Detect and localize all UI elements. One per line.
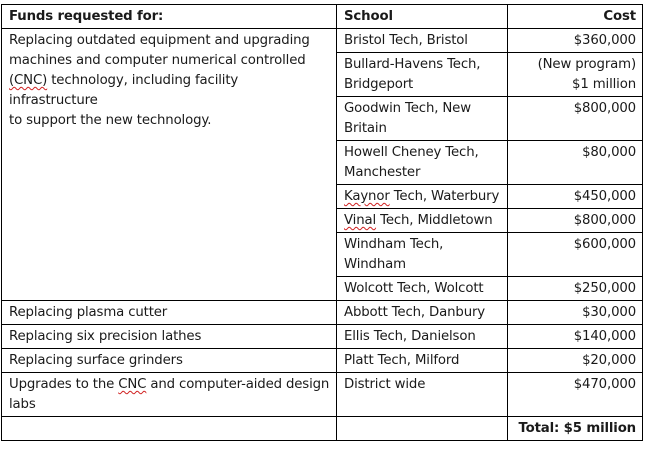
school-cell: Vinal Tech, Middletown bbox=[337, 209, 508, 233]
cost-cell: $20,000 bbox=[508, 349, 643, 373]
school-cell: Wolcott Tech, Wolcott bbox=[337, 277, 508, 301]
purpose-cell: Upgrades to the CNC and computer-aided design labs bbox=[2, 373, 337, 417]
purpose-cell: Replacing plasma cutter bbox=[2, 301, 337, 325]
school-cell: Abbott Tech, Danbury bbox=[337, 301, 508, 325]
header-school: School bbox=[337, 5, 508, 29]
spellcheck-marked-word: CNC bbox=[118, 377, 147, 392]
table-row bbox=[2, 325, 643, 349]
table-row bbox=[2, 349, 643, 373]
cost-cell: $800,000 bbox=[508, 97, 643, 141]
cost-cell: $450,000 bbox=[508, 185, 643, 209]
header-funds: Funds requested for: bbox=[2, 5, 337, 29]
spellcheck-marked-word: Vinal bbox=[344, 213, 377, 228]
school-cell: Platt Tech, Milford bbox=[337, 349, 508, 373]
cost-cell: $800,000 bbox=[508, 209, 643, 233]
table-row bbox=[2, 373, 643, 417]
cost-cell: (New program) $1 million bbox=[508, 53, 643, 97]
school-cell: Bullard-Havens Tech, Bridgeport bbox=[337, 53, 508, 97]
header-row bbox=[2, 5, 643, 29]
cost-cell: $140,000 bbox=[508, 325, 643, 349]
cost-cell: $80,000 bbox=[508, 141, 643, 185]
table-row bbox=[2, 29, 643, 53]
spellcheck-marked-word: (CNC) bbox=[9, 73, 48, 88]
empty-cell bbox=[337, 417, 508, 441]
cost-cell: $30,000 bbox=[508, 301, 643, 325]
school-cell: Goodwin Tech, New Britain bbox=[337, 97, 508, 141]
header-cost: Cost bbox=[508, 5, 643, 29]
cost-cell: $470,000 bbox=[508, 373, 643, 417]
school-cell: District wide bbox=[337, 373, 508, 417]
funds-table bbox=[1, 4, 643, 441]
school-cell: Windham Tech, Windham bbox=[337, 233, 508, 277]
empty-cell bbox=[2, 417, 337, 441]
school-cell: Ellis Tech, Danielson bbox=[337, 325, 508, 349]
cost-cell: $600,000 bbox=[508, 233, 643, 277]
school-cell: Bristol Tech, Bristol bbox=[337, 29, 508, 53]
spellcheck-marked-word: Kaynor bbox=[344, 189, 390, 204]
purpose-cell: Replacing surface grinders bbox=[2, 349, 337, 373]
table-row bbox=[2, 301, 643, 325]
total-cost: Total: $5 million bbox=[508, 417, 643, 441]
cost-cell: $250,000 bbox=[508, 277, 643, 301]
school-cell: Kaynor Tech, Waterbury bbox=[337, 185, 508, 209]
purpose-cell: Replacing six precision lathes bbox=[2, 325, 337, 349]
total-row bbox=[2, 417, 643, 441]
cost-cell: $360,000 bbox=[508, 29, 643, 53]
purpose-cell-cnc-upgrade: Replacing outdated equipment and upgrading machines and computer numerical controlled (CNC) technology, including facility infrastructure to support the new technology. bbox=[2, 29, 337, 301]
school-cell: Howell Cheney Tech, Manchester bbox=[337, 141, 508, 185]
